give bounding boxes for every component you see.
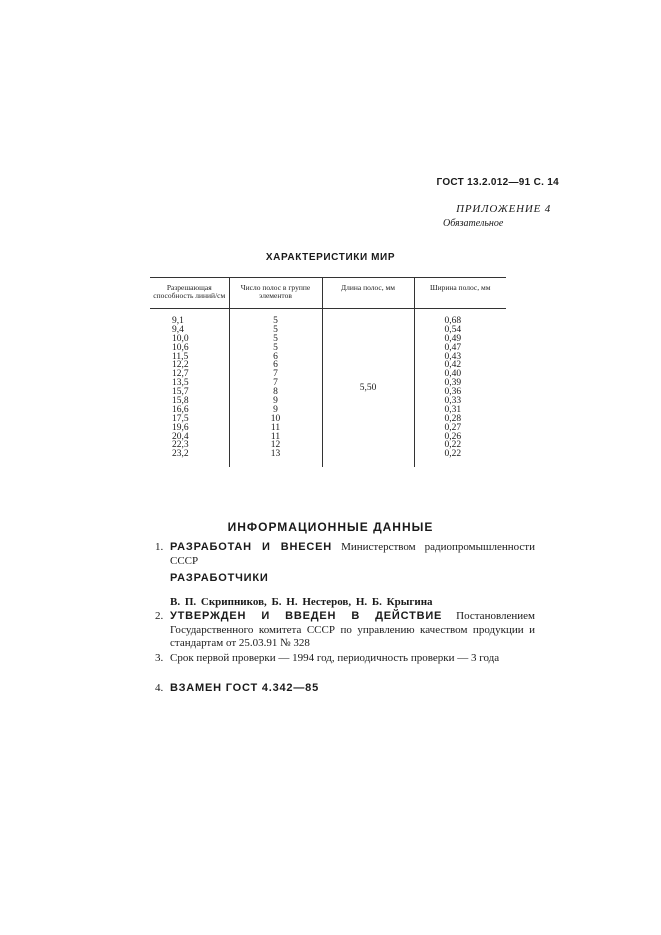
bar-count-value: 6 xyxy=(273,351,278,362)
appendix-status: Обязательное xyxy=(443,218,504,229)
resolution-value: 22,3 xyxy=(172,440,189,451)
bar-width-value: 0,33 xyxy=(444,396,462,407)
bar-count-value: 5 xyxy=(273,342,278,353)
bar-width-value: 0,22 xyxy=(444,440,462,451)
bar-count-value: 11 xyxy=(270,431,281,442)
resolution-value: 10,6 xyxy=(172,342,189,353)
resolution-value: 11,5 xyxy=(172,351,189,362)
bar-width-value: 0,47 xyxy=(444,342,462,353)
bar-width-value: 0,28 xyxy=(444,413,462,424)
developers-title: РАЗРАБОТЧИКИ xyxy=(170,572,269,584)
resolution-value: 12,7 xyxy=(172,369,189,380)
resolution-value: 23,2 xyxy=(172,449,189,460)
bar-count-value: 9 xyxy=(273,396,278,407)
table-body-row xyxy=(150,317,506,459)
resolution-value: 17,5 xyxy=(172,413,189,424)
bar-count-value: 5 xyxy=(273,316,278,326)
bar-count-value: 12 xyxy=(270,440,281,451)
bar-width-value: 0,42 xyxy=(444,360,462,371)
bar-count-value: 8 xyxy=(273,387,278,398)
bar-length-cell: 5,50 xyxy=(322,317,414,459)
resolution-value: 9,4 xyxy=(172,324,184,335)
info-section-title: ИНФОРМАЦИОННЫЕ ДАННЫЕ xyxy=(227,520,434,534)
bar-count-value: 7 xyxy=(273,378,278,389)
bar-count-value: 11 xyxy=(270,422,281,433)
resolution-value: 19,6 xyxy=(172,422,189,433)
resolution-value: 16,6 xyxy=(172,404,189,415)
info-item-4 xyxy=(155,682,535,696)
resolution-value: 10,0 xyxy=(172,333,189,344)
bar-width-value: 0,68 xyxy=(444,316,462,326)
bar-width-column xyxy=(414,317,506,459)
column-header-bar-length: Длина полос, мм xyxy=(322,278,414,309)
bar-count-value: 13 xyxy=(270,449,281,460)
bar-width-value: 0,26 xyxy=(444,431,462,442)
bar-count-value: 6 xyxy=(273,360,278,371)
mir-characteristics-table xyxy=(150,277,506,467)
resolution-value: 15,8 xyxy=(172,396,189,407)
bar-width-value: 0,22 xyxy=(444,449,462,460)
resolution-value: 12,2 xyxy=(172,360,189,371)
bar-width-value: 0,31 xyxy=(444,404,462,415)
info-item-number: 1. xyxy=(155,541,164,553)
gost-reference: ГОСТ 13.2.012—91 С. 14 xyxy=(436,177,559,188)
bar-count-value: 9 xyxy=(273,404,278,415)
info-item-lead: ВЗАМЕН ГОСТ 4.342—85 xyxy=(170,682,319,694)
bar-width-value: 0,40 xyxy=(444,369,462,380)
resolution-value: 9,1 xyxy=(172,316,184,326)
info-item-number: 3. xyxy=(155,652,164,664)
column-header-resolution: Разрешающая способность линий/см xyxy=(150,278,229,309)
appendix-label: ПРИЛОЖЕНИЕ 4 xyxy=(456,203,551,215)
bar-count-value: 10 xyxy=(270,413,281,424)
bar-count-value: 5 xyxy=(273,333,278,344)
bar-width-value: 0,39 xyxy=(444,378,462,389)
info-item-3 xyxy=(155,652,535,666)
info-item-lead: РАЗРАБОТАН И ВНЕСЕН xyxy=(170,541,333,553)
resolution-value: 20,4 xyxy=(172,431,189,442)
info-item-1 xyxy=(155,541,535,568)
info-item-number: 4. xyxy=(155,682,164,694)
resolution-value: 13,5 xyxy=(172,378,189,389)
column-header-bar-count: Число полос в группе элементов xyxy=(229,278,322,309)
info-item-lead: УТВЕРЖДЕН И ВВЕДЕН В ДЕЙСТВИЕ xyxy=(170,610,443,622)
bar-width-value: 0,54 xyxy=(444,324,462,335)
info-item-text: Постановлением Государственного комитета СССР по управлению качеством продукции и стандартам от 25.03.91 № 328 xyxy=(170,610,535,649)
table-title: ХАРАКТЕРИСТИКИ МИР xyxy=(265,252,396,263)
resolution-value: 15,7 xyxy=(172,387,189,398)
bar-width-value: 0,43 xyxy=(444,351,462,362)
table-header-row xyxy=(150,278,506,309)
bar-count-column xyxy=(229,317,322,459)
info-item-2 xyxy=(155,610,535,651)
bar-width-value: 0,49 xyxy=(444,333,462,344)
info-item-text: Срок первой проверки — 1994 год, периодичность проверки — 3 года xyxy=(170,652,500,664)
resolution-column xyxy=(150,317,229,459)
column-header-bar-width: Ширина полос, мм xyxy=(414,278,506,309)
bar-width-value: 0,27 xyxy=(444,422,462,433)
bar-count-value: 7 xyxy=(273,369,278,380)
bar-width-value: 0,36 xyxy=(444,387,462,398)
bar-count-value: 5 xyxy=(273,324,278,335)
developers-names: В. П. Скрипников, Б. Н. Нестеров, Н. Б. Крыгина xyxy=(170,596,433,608)
info-item-text: Министерством радиопромышленности СССР xyxy=(170,541,535,567)
info-item-number: 2. xyxy=(155,610,164,622)
